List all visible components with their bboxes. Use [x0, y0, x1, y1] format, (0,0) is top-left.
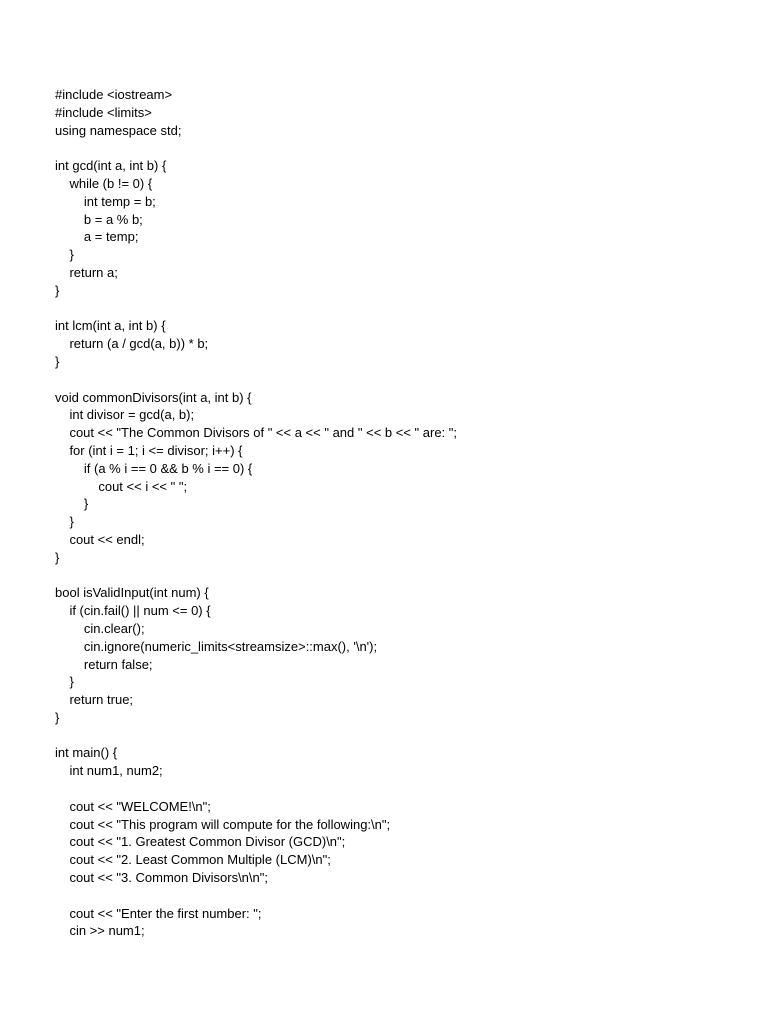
- code-line: int divisor = gcd(a, b);: [55, 407, 195, 423]
- code-line: #include <iostream>: [55, 87, 173, 102]
- code-line: return true;: [55, 692, 134, 708]
- code-line: cout << "This program will compute for the following:\n";: [55, 816, 391, 832]
- code-line: }: [55, 247, 74, 263]
- code-listing: [55, 86, 745, 940]
- code-line: }: [55, 353, 60, 369]
- code-line: if (cin.fail() || num <= 0) {: [55, 603, 211, 619]
- code-line: using namespace std;: [55, 122, 182, 138]
- code-line: bool isValidInput(int num) {: [55, 585, 209, 601]
- code-line: int main() {: [55, 745, 118, 761]
- code-line: return false;: [55, 656, 153, 672]
- code-line: cout << "WELCOME!\n";: [55, 798, 211, 814]
- code-line: while (b != 0) {: [55, 175, 153, 191]
- code-line: cout << "2. Least Common Multiple (LCM)\n";: [55, 852, 331, 868]
- code-line: [55, 727, 745, 745]
- code-line: #include <limits>: [55, 104, 152, 120]
- code-line: cout << "Enter the first number: ";: [55, 905, 262, 921]
- code-line: return (a / gcd(a, b)) * b;: [55, 336, 209, 352]
- code-line: }: [55, 514, 74, 530]
- code-line: cin >> num1;: [55, 923, 145, 939]
- code-line: int temp = b;: [55, 193, 156, 209]
- code-line: a = temp;: [55, 229, 139, 245]
- code-line: [55, 300, 745, 318]
- code-line: cin.ignore(numeric_limits<streamsize>::max(), '\n');: [55, 638, 378, 654]
- code-line: cout << i << " ";: [55, 478, 188, 494]
- code-line: [55, 371, 745, 389]
- code-line: cout << endl;: [55, 531, 145, 547]
- code-line: cin.clear();: [55, 620, 145, 636]
- code-line: int gcd(int a, int b) {: [55, 158, 167, 174]
- code-line: return a;: [55, 264, 118, 280]
- code-line: }: [55, 709, 60, 725]
- code-line: }: [55, 282, 60, 298]
- code-line: cout << "3. Common Divisors\n\n";: [55, 870, 268, 886]
- code-line: void commonDivisors(int a, int b) {: [55, 389, 252, 405]
- code-line: cout << "The Common Divisors of " << a << " and " << b << " are: ";: [55, 425, 458, 441]
- code-line: b = a % b;: [55, 211, 143, 227]
- code-line: }: [55, 549, 60, 565]
- code-line: [55, 139, 745, 157]
- code-line: [55, 567, 745, 585]
- code-line: cout << "1. Greatest Common Divisor (GCD)\n";: [55, 834, 346, 850]
- code-line: int num1, num2;: [55, 763, 163, 779]
- code-line: [55, 780, 745, 798]
- code-line: if (a % i == 0 && b % i == 0) {: [55, 460, 253, 476]
- code-line: }: [55, 674, 74, 690]
- code-line: for (int i = 1; i <= divisor; i++) {: [55, 442, 243, 458]
- code-line: }: [55, 496, 89, 512]
- code-line: int lcm(int a, int b) {: [55, 318, 166, 334]
- code-line: [55, 887, 745, 905]
